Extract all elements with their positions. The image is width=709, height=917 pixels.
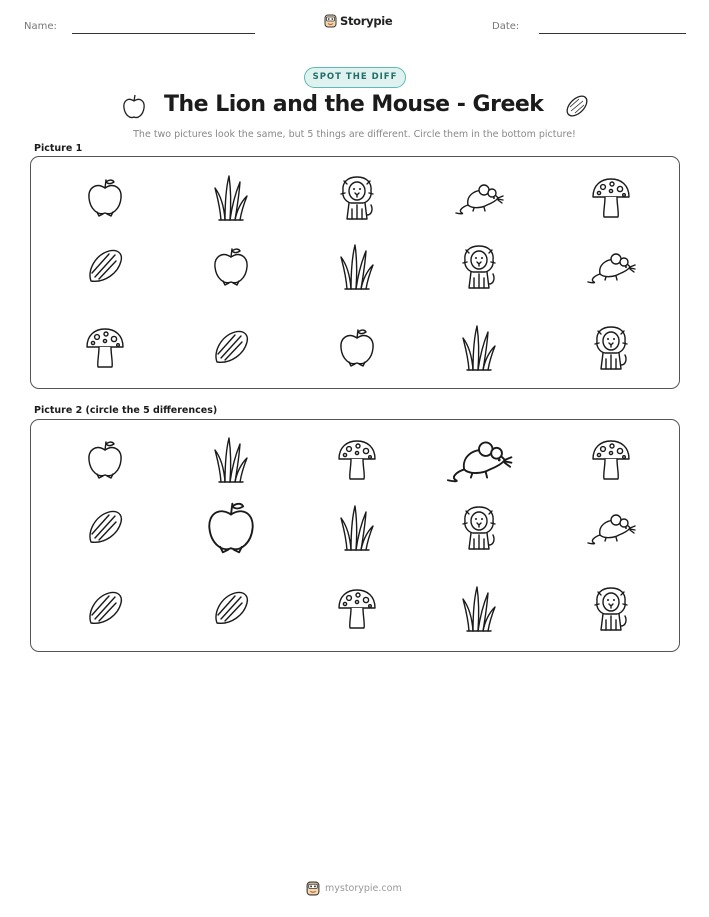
mushroom-icon[interactable] <box>581 430 641 490</box>
lion-icon[interactable] <box>581 579 641 639</box>
picture-1-label: Picture 1 <box>34 143 83 154</box>
storypie-mascot-icon <box>306 881 320 896</box>
almond-icon[interactable] <box>75 237 135 297</box>
lion-icon[interactable] <box>449 237 509 297</box>
name-label: Name: <box>24 21 57 32</box>
picture-1-frame <box>30 156 680 389</box>
mouse-icon[interactable] <box>581 498 641 558</box>
lion-icon[interactable] <box>581 318 641 378</box>
date-line[interactable] <box>539 33 686 34</box>
mushroom-icon[interactable] <box>327 579 387 639</box>
footer-url[interactable]: mystorypie.com <box>325 883 402 894</box>
apple-icon[interactable] <box>201 237 261 297</box>
almond-icon[interactable] <box>75 579 135 639</box>
lion-icon[interactable] <box>449 498 509 558</box>
grass-icon[interactable] <box>201 430 261 490</box>
mouse-icon[interactable] <box>581 237 641 297</box>
title-apple-icon <box>121 93 147 121</box>
brand-name: Storypie <box>340 14 393 28</box>
mushroom-icon[interactable] <box>327 430 387 490</box>
grass-icon[interactable] <box>449 579 509 639</box>
lion-icon[interactable] <box>327 168 387 228</box>
apple-icon[interactable] <box>327 318 387 378</box>
apple-icon[interactable] <box>75 430 135 490</box>
spot-the-diff-badge: SPOT THE DIFF <box>304 67 406 88</box>
footer <box>306 881 402 896</box>
picture-2-frame <box>30 419 680 652</box>
grass-icon[interactable] <box>201 168 261 228</box>
almond-icon[interactable] <box>75 498 135 558</box>
grass-icon[interactable] <box>327 498 387 558</box>
date-label: Date: <box>492 21 520 32</box>
apple-icon[interactable] <box>191 488 272 569</box>
mouse-icon[interactable] <box>449 168 509 228</box>
brand-logo <box>324 14 392 28</box>
mushroom-icon[interactable] <box>75 318 135 378</box>
name-line[interactable] <box>72 33 255 34</box>
grass-icon[interactable] <box>449 318 509 378</box>
page-title: The Lion and the Mouse - Greek <box>164 92 544 117</box>
almond-icon[interactable] <box>201 579 261 639</box>
storypie-mascot-icon <box>324 14 337 28</box>
instructions: The two pictures look the same, but 5 things are different. Circle them in the bottom picture! <box>133 129 576 140</box>
mouse-icon[interactable] <box>439 420 520 501</box>
mushroom-icon[interactable] <box>581 168 641 228</box>
almond-icon[interactable] <box>201 318 261 378</box>
picture-2-label: Picture 2 (circle the 5 differences) <box>34 405 218 416</box>
apple-icon[interactable] <box>75 168 135 228</box>
grass-icon[interactable] <box>327 237 387 297</box>
title-almond-icon <box>564 94 590 118</box>
